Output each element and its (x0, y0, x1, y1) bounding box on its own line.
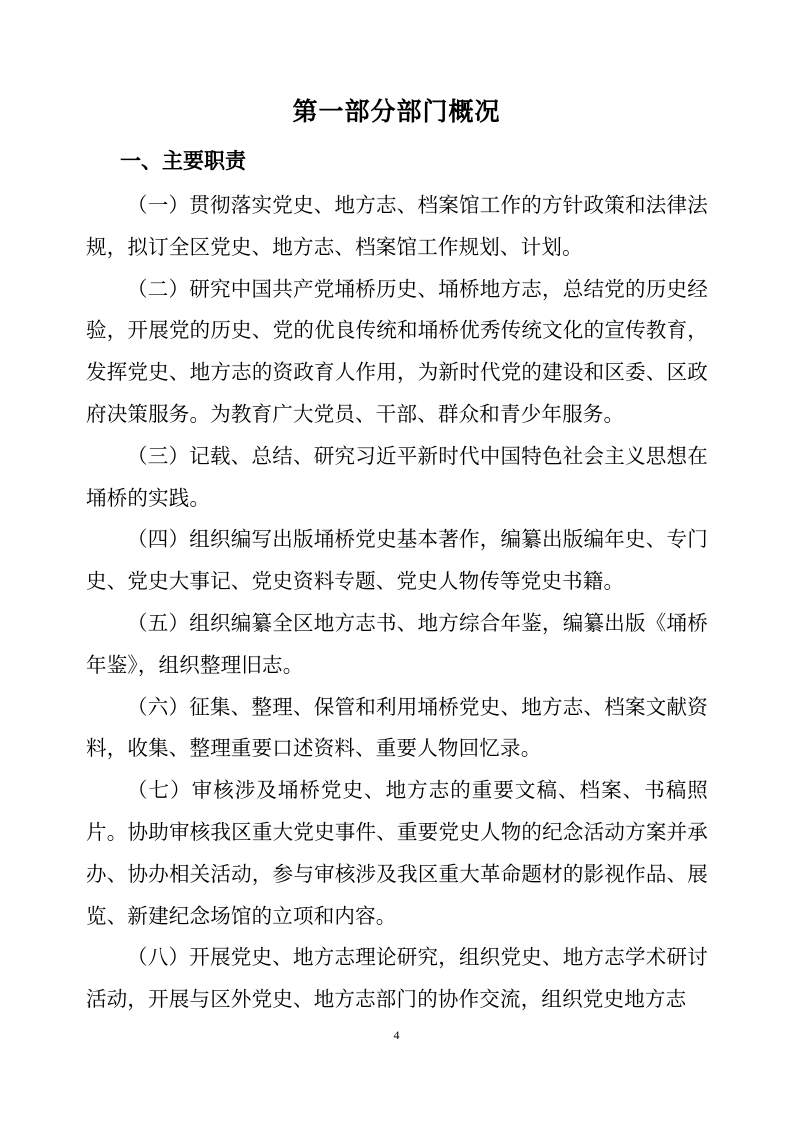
section-heading: 一、主要职责 (120, 149, 246, 173)
paragraph: （六）征集、整理、保管和利用埇桥党史、地方志、档案文献资料，收集、整理重要口述资料、重要人物回忆录。 (86, 694, 708, 761)
page-number: 4 (393, 1028, 400, 1042)
paragraph: （四）组织编写出版埇桥党史基本著作，编纂出版编年史、专门史、党史大事记、党史资料专题、党史人物传等党史书籍。 (86, 527, 708, 594)
paragraph: （三）记载、总结、研究习近平新时代中国特色社会主义思想在埇桥的实践。 (86, 443, 708, 510)
page-title: 第一部分部门概况 (292, 97, 501, 126)
paragraph: （二）研究中国共产党埇桥历史、埇桥地方志，总结党的历史经验，开展党的历史、党的优良传统和埇桥优秀传统文化的宣传教育，发挥党史、地方志的资政育人作用，为新时代党的建设和区委、区政府决策服务。为教育广大党员、干部、群众和青少年服务。 (86, 276, 708, 426)
body-text (86, 185, 708, 1021)
paragraph: （八）开展党史、地方志理论研究，组织党史、地方志学术研讨活动，开展与区外党史、地方志部门的协作交流，组织党史地方志 (86, 945, 708, 1012)
paragraph: （五）组织编纂全区地方志书、地方综合年鉴，编纂出版《埇桥年鉴》，组织整理旧志。 (86, 610, 708, 677)
paragraph: （一）贯彻落实党史、地方志、档案馆工作的方针政策和法律法规，拟订全区党史、地方志、档案馆工作规划、计划。 (86, 193, 708, 259)
paragraph: （七）审核涉及埇桥党史、地方志的重要文稿、档案、书稿照片。协助审核我区重大党史事件、重要党史人物的纪念活动方案并承办、协办相关活动，参与审核涉及我区重大革命题材的影视作品、展览、新建纪念场馆的立项和内容。 (86, 778, 708, 928)
